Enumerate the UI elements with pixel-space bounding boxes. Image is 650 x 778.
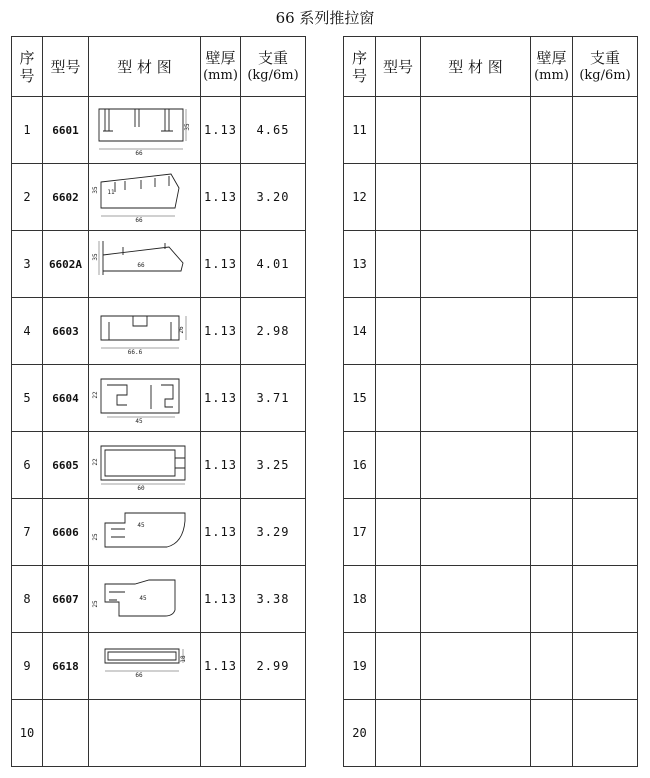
thickness-cell bbox=[531, 164, 573, 231]
profile-drawing bbox=[95, 302, 195, 360]
profile-drawing bbox=[91, 570, 195, 628]
table-row bbox=[12, 700, 306, 767]
thickness-cell: 1.13 bbox=[201, 97, 241, 164]
dimension-label: 26 bbox=[177, 326, 185, 334]
model-cell: 6602A bbox=[43, 231, 89, 298]
table-row bbox=[344, 566, 638, 633]
table-row bbox=[12, 298, 306, 365]
header-row bbox=[12, 37, 306, 97]
weight-cell: 3.71 bbox=[241, 365, 306, 432]
profile-cell bbox=[89, 499, 201, 566]
profile-cell bbox=[89, 566, 201, 633]
weight-cell: 2.99 bbox=[241, 633, 306, 700]
weight-cell bbox=[573, 700, 638, 767]
profile-drawing bbox=[91, 436, 195, 494]
weight-cell bbox=[241, 700, 306, 767]
header-thickness-right: 壁厚 (mm) bbox=[531, 37, 573, 97]
profile-drawing bbox=[95, 637, 195, 695]
seq-cell: 1 bbox=[12, 97, 43, 164]
dimension-label: 66 bbox=[134, 672, 143, 679]
table-row bbox=[12, 97, 306, 164]
dimension-label: 22 bbox=[91, 391, 99, 399]
model-cell bbox=[376, 365, 421, 432]
weight-cell: 3.20 bbox=[241, 164, 306, 231]
seq-cell: 9 bbox=[12, 633, 43, 700]
model-cell bbox=[376, 231, 421, 298]
weight-cell bbox=[573, 633, 638, 700]
table-row bbox=[12, 566, 306, 633]
profile-cell bbox=[421, 365, 531, 432]
model-cell: 6606 bbox=[43, 499, 89, 566]
dimension-label: 66 bbox=[134, 150, 143, 157]
model-cell: 6601 bbox=[43, 97, 89, 164]
header-weight: 支重 (kg/6m) bbox=[241, 37, 306, 97]
model-cell: 6607 bbox=[43, 566, 89, 633]
dimension-label: 45 bbox=[134, 418, 143, 425]
thickness-cell: 1.13 bbox=[201, 432, 241, 499]
model-cell bbox=[376, 633, 421, 700]
model-cell bbox=[376, 298, 421, 365]
weight-cell: 4.01 bbox=[241, 231, 306, 298]
seq-cell: 5 bbox=[12, 365, 43, 432]
table-row bbox=[344, 231, 638, 298]
header-weight-right: 支重 (kg/6m) bbox=[573, 37, 638, 97]
table-row bbox=[12, 365, 306, 432]
profile-cell bbox=[421, 298, 531, 365]
weight-cell bbox=[573, 164, 638, 231]
profile-cell bbox=[421, 633, 531, 700]
thickness-cell bbox=[531, 298, 573, 365]
profile-drawing bbox=[95, 101, 195, 159]
table-row bbox=[344, 365, 638, 432]
header-thickness: 壁厚 (mm) bbox=[201, 37, 241, 97]
profile-cell bbox=[89, 164, 201, 231]
model-cell bbox=[43, 700, 89, 767]
seq-cell: 15 bbox=[344, 365, 376, 432]
weight-cell bbox=[573, 566, 638, 633]
weight-cell: 3.25 bbox=[241, 432, 306, 499]
table-row bbox=[12, 164, 306, 231]
profile-drawing bbox=[91, 503, 195, 561]
profile-cell bbox=[421, 700, 531, 767]
seq-cell: 13 bbox=[344, 231, 376, 298]
model-cell bbox=[376, 164, 421, 231]
right-table bbox=[343, 36, 638, 767]
thickness-cell bbox=[531, 499, 573, 566]
dimension-label: 66 bbox=[136, 262, 145, 269]
seq-cell: 14 bbox=[344, 298, 376, 365]
weight-cell: 2.98 bbox=[241, 298, 306, 365]
seq-cell: 8 bbox=[12, 566, 43, 633]
table-row bbox=[344, 97, 638, 164]
dimension-label: 60 bbox=[136, 485, 145, 492]
table-row bbox=[344, 633, 638, 700]
weight-cell bbox=[573, 365, 638, 432]
dimension-label: 35 bbox=[91, 186, 99, 194]
thickness-cell: 1.13 bbox=[201, 365, 241, 432]
seq-cell: 20 bbox=[344, 700, 376, 767]
table-row bbox=[12, 231, 306, 298]
profile-cell bbox=[89, 432, 201, 499]
thickness-cell: 1.13 bbox=[201, 164, 241, 231]
table-row bbox=[344, 298, 638, 365]
weight-cell: 3.29 bbox=[241, 499, 306, 566]
table-row bbox=[344, 432, 638, 499]
seq-cell: 19 bbox=[344, 633, 376, 700]
thickness-cell bbox=[531, 432, 573, 499]
dimension-label: 25 bbox=[91, 533, 99, 541]
header-model-right: 型号 bbox=[376, 37, 421, 97]
thickness-cell: 1.13 bbox=[201, 633, 241, 700]
dimension-label: 45 bbox=[138, 595, 147, 602]
profile-drawing bbox=[91, 168, 195, 226]
seq-cell: 17 bbox=[344, 499, 376, 566]
seq-cell: 2 bbox=[12, 164, 43, 231]
weight-cell: 4.65 bbox=[241, 97, 306, 164]
header-seq-right: 序号 bbox=[344, 37, 376, 97]
thickness-cell: 1.13 bbox=[201, 566, 241, 633]
weight-cell bbox=[573, 298, 638, 365]
seq-cell: 4 bbox=[12, 298, 43, 365]
model-cell bbox=[376, 432, 421, 499]
profile-cell bbox=[89, 365, 201, 432]
weight-cell: 3.38 bbox=[241, 566, 306, 633]
thickness-cell bbox=[201, 700, 241, 767]
table-row bbox=[344, 499, 638, 566]
profile-cell bbox=[421, 97, 531, 164]
model-cell: 6618 bbox=[43, 633, 89, 700]
model-cell bbox=[376, 499, 421, 566]
seq-cell: 3 bbox=[12, 231, 43, 298]
header-model: 型号 bbox=[43, 37, 89, 97]
seq-cell: 12 bbox=[344, 164, 376, 231]
dimension-label: 11 bbox=[106, 189, 115, 196]
thickness-cell: 1.13 bbox=[201, 298, 241, 365]
thickness-cell: 1.13 bbox=[201, 231, 241, 298]
seq-cell: 11 bbox=[344, 97, 376, 164]
thickness-cell bbox=[531, 97, 573, 164]
profile-cell bbox=[421, 164, 531, 231]
model-cell: 6605 bbox=[43, 432, 89, 499]
profile-cell bbox=[89, 633, 201, 700]
dimension-label: 66.6 bbox=[127, 349, 142, 356]
seq-cell: 10 bbox=[12, 700, 43, 767]
table-row bbox=[12, 499, 306, 566]
seq-cell: 16 bbox=[344, 432, 376, 499]
dimension-label: 18 bbox=[179, 655, 187, 663]
weight-cell bbox=[573, 97, 638, 164]
header-row-right bbox=[344, 37, 638, 97]
table-row bbox=[344, 164, 638, 231]
thickness-cell bbox=[531, 566, 573, 633]
thickness-cell: 1.13 bbox=[201, 499, 241, 566]
weight-cell bbox=[573, 432, 638, 499]
table-row bbox=[344, 700, 638, 767]
seq-cell: 6 bbox=[12, 432, 43, 499]
profile-cell bbox=[421, 499, 531, 566]
profile-cell bbox=[421, 566, 531, 633]
thickness-cell bbox=[531, 231, 573, 298]
profile-drawing bbox=[91, 235, 195, 293]
header-seq: 序号 bbox=[12, 37, 43, 97]
model-cell: 6604 bbox=[43, 365, 89, 432]
left-table bbox=[11, 36, 306, 767]
header-profile-right: 型 材 图 bbox=[421, 37, 531, 97]
header-profile: 型 材 图 bbox=[89, 37, 201, 97]
thickness-cell bbox=[531, 365, 573, 432]
weight-cell bbox=[573, 231, 638, 298]
profile-cell bbox=[89, 231, 201, 298]
profile-cell bbox=[89, 700, 201, 767]
dimension-label: 35 bbox=[91, 253, 99, 261]
dimension-label: 22 bbox=[91, 458, 99, 466]
dimension-label: 25 bbox=[91, 600, 99, 608]
table-row bbox=[12, 432, 306, 499]
profile-cell bbox=[89, 97, 201, 164]
model-cell: 6602 bbox=[43, 164, 89, 231]
profile-cell bbox=[421, 231, 531, 298]
profile-cell bbox=[89, 298, 201, 365]
dimension-label: 45 bbox=[136, 522, 145, 529]
profile-cell bbox=[421, 432, 531, 499]
model-cell bbox=[376, 566, 421, 633]
weight-cell bbox=[573, 499, 638, 566]
seq-cell: 18 bbox=[344, 566, 376, 633]
page-title: 66 系列推拉窗 bbox=[275, 9, 375, 27]
model-cell bbox=[376, 700, 421, 767]
thickness-cell bbox=[531, 633, 573, 700]
profile-drawing bbox=[91, 369, 195, 427]
dimension-label: 66 bbox=[134, 217, 143, 224]
seq-cell: 7 bbox=[12, 499, 43, 566]
table-row bbox=[12, 633, 306, 700]
thickness-cell bbox=[531, 700, 573, 767]
model-cell bbox=[376, 97, 421, 164]
model-cell: 6603 bbox=[43, 298, 89, 365]
dimension-label: 35 bbox=[183, 123, 191, 131]
